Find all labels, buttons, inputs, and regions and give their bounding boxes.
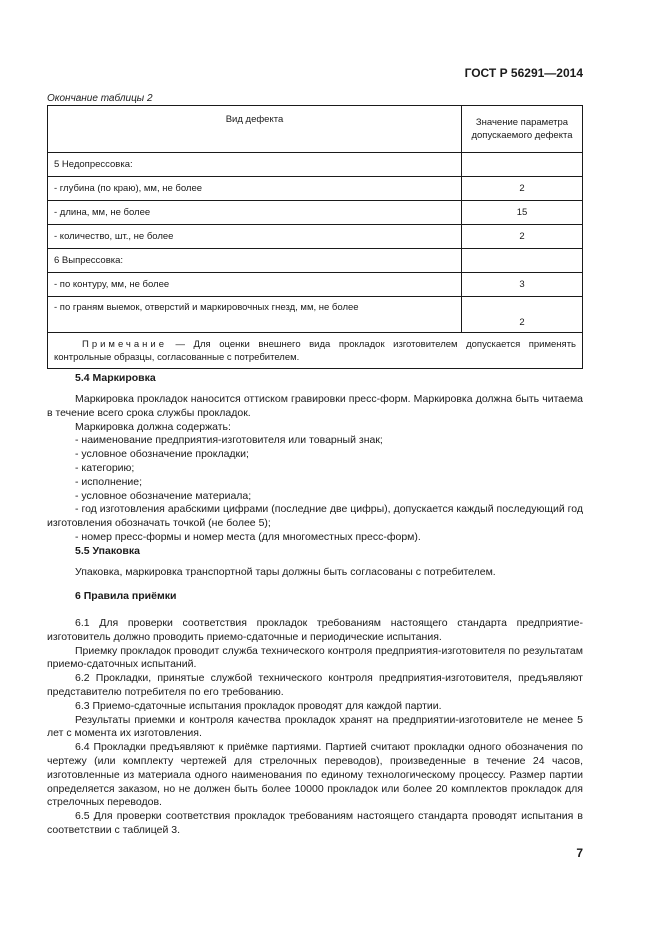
defect-value: 3 [462, 273, 583, 297]
defect-value [462, 153, 583, 177]
defects-table [47, 105, 583, 369]
table-note-row [48, 333, 583, 369]
defect-value: 2 [462, 225, 583, 249]
note-text: — Для оценки внешнего вида прокладок изготовителем допускается применять контрольные образцы, согласованные с потребителем. [54, 339, 576, 363]
list-item: - условное обозначение материала; [75, 489, 252, 502]
paragraph: Упаковка, маркировка транспортной тары должны быть согласованы с потребителем. [75, 566, 496, 578]
defect-label: - количество, шт., не более [48, 225, 462, 249]
list-item: - год изготовления арабскими цифрами (последние две цифры), допускается каждый последующий год изготовления обозначать точкой (не более 5); [47, 503, 583, 530]
table-row [48, 201, 583, 225]
paragraph: Результаты приемки и контроля качества прокладок хранят на предприятии-изготовителе не менее 5 лет с момента их изготовления. [47, 713, 583, 740]
note-label: Примечание [82, 339, 167, 350]
paragraph: 6.2 Прокладки, принятые службой технического контроля предприятия-изготовителя, предъявляют представителю потребителя по его требованию. [47, 672, 583, 698]
defect-label: - по контуру, мм, не более [48, 273, 462, 297]
marking-list [47, 434, 583, 544]
table-row [48, 177, 583, 201]
table-row [48, 225, 583, 249]
page-number: 7 [576, 846, 583, 860]
column-header-value: Значение параметра допускаемого дефекта [462, 106, 583, 153]
column-header-defect: Вид дефекта [48, 106, 462, 153]
defect-label: - длина, мм, не более [48, 201, 462, 225]
defect-label: - глубина (по краю), мм, не более [48, 177, 462, 201]
section-heading-6: 6 Правила приёмки [75, 590, 177, 602]
paragraph: Маркировка прокладок наносится оттиском гравировки пресс-форм. Маркировка должна быть читаема в течение всего срока службы прокладок. [47, 393, 583, 419]
paragraph: 6.1 Для проверки соответствия прокладок требованиям настоящего стандарта предприятие-изготовитель должно проводить приемо-сдаточные и периодические испытания. [47, 617, 583, 643]
section-heading-5-5: 5.5 Упаковка [75, 545, 140, 557]
defect-value: 15 [462, 201, 583, 225]
table-row [48, 273, 583, 297]
list-item: - наименование предприятия-изготовителя или товарный знак; [75, 434, 383, 447]
table-note [48, 333, 583, 369]
list-item: - номер пресс-формы и номер места (для многоместных пресс-форм). [75, 530, 421, 543]
section-5-5-body [47, 566, 583, 580]
document-code: ГОСТ Р 56291—2014 [464, 66, 583, 80]
paragraph: 6.4 Прокладки предъявляют к приёмке партиями. Партией считают прокладки одного обозначения по чертежу (или комплекту чертежей для стрелочных переводов), произведенные в течение 24 часов, изготовленные из материала одного наименования по единому технологическому процессу. Размер партии определяется заказом, но не должен быть более 10000 прокладок или более 20 комплектов прокладок для стрелочных переводов. [47, 741, 583, 809]
list-item: - исполнение; [75, 475, 143, 488]
defect-label: 5 Недопрессовка: [48, 153, 462, 177]
paragraph: 6.3 Приемо-сдаточные испытания прокладок проводят для каждой партии. [75, 699, 442, 712]
list-item: - условное обозначение прокладки; [75, 448, 249, 461]
defect-label: - по граням выемок, отверстий и маркировочных гнезд, мм, не более [48, 297, 462, 333]
section-6-body [47, 617, 583, 838]
paragraph: 6.5 Для проверки соответствия прокладок требованиям настоящего стандарта проводят испытания в соответствии с таблицей 3. [47, 810, 583, 836]
section-heading-5-4: 5.4 Маркировка [75, 372, 156, 384]
section-5-4-body [47, 393, 583, 545]
table-row [48, 297, 583, 333]
defect-value [462, 249, 583, 273]
paragraph: Маркировка должна содержать: [75, 420, 231, 433]
list-item: - категорию; [75, 461, 135, 474]
table-row [48, 153, 583, 177]
table-row [48, 249, 583, 273]
defect-value: 2 [462, 297, 583, 333]
table-caption: Окончание таблицы 2 [47, 93, 153, 104]
defect-label: 6 Выпрессовка: [48, 249, 462, 273]
paragraph: Приемку прокладок проводит служба технического контроля предприятия-изготовителя по результатам приемо-сдаточных испытаний. [47, 644, 583, 671]
table-header-row [48, 106, 583, 153]
defect-value: 2 [462, 177, 583, 201]
